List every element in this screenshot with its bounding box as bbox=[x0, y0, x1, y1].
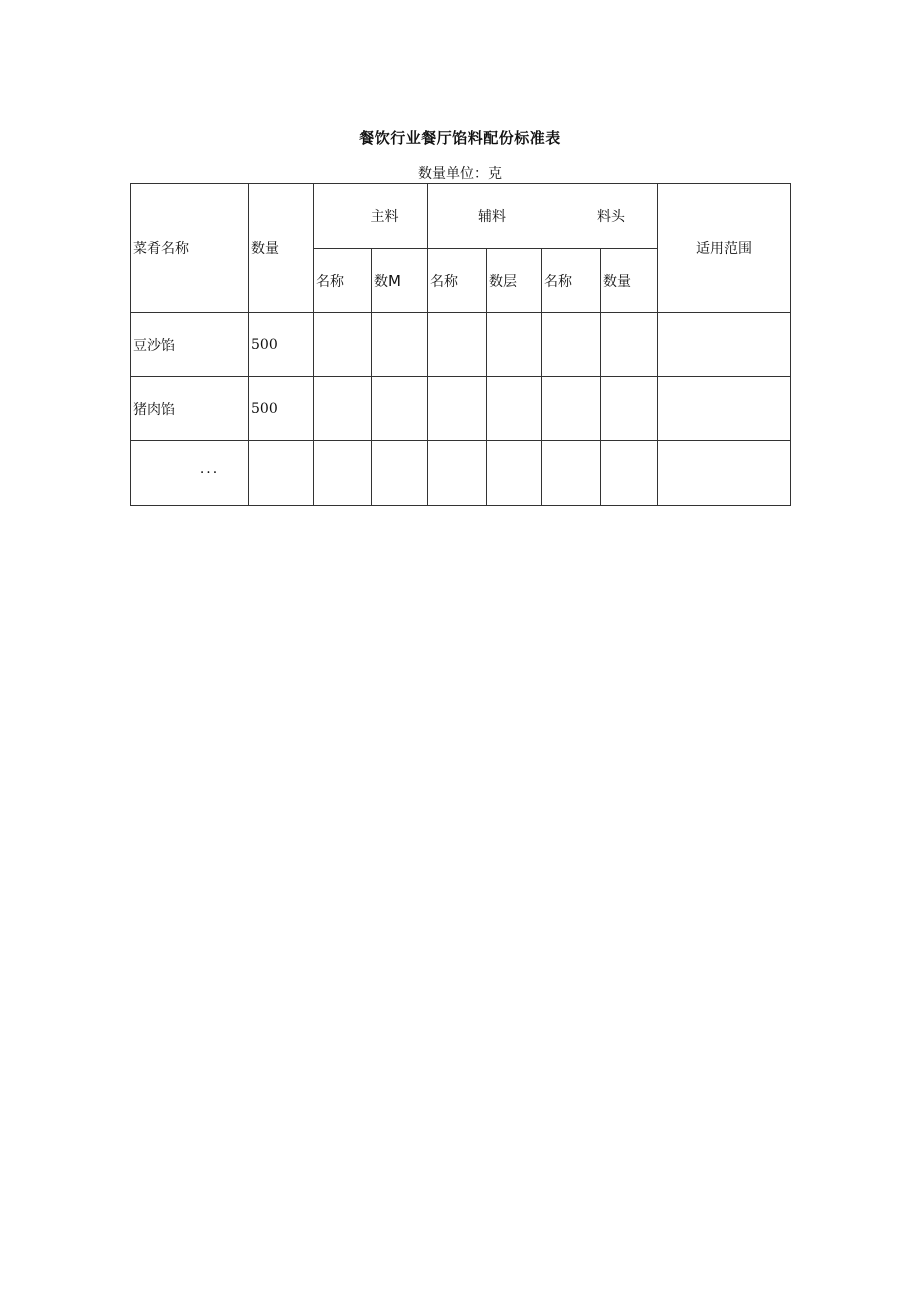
cell-empty bbox=[428, 313, 487, 377]
cell-empty bbox=[314, 441, 372, 506]
cell-empty bbox=[658, 313, 791, 377]
cell-empty bbox=[428, 377, 487, 441]
header-row-1 bbox=[131, 184, 791, 249]
cell-empty bbox=[372, 441, 428, 506]
cell-empty bbox=[487, 377, 542, 441]
subheader-main-quantity-prefix: 数 bbox=[374, 273, 388, 290]
cell-empty bbox=[542, 377, 601, 441]
cell-empty bbox=[428, 441, 487, 506]
header-trim: 料头 bbox=[597, 209, 625, 225]
subheader-trim-name: 名称 bbox=[542, 249, 601, 313]
header-quantity: 数量 bbox=[249, 184, 314, 313]
cell-empty bbox=[487, 441, 542, 506]
cell-empty bbox=[658, 441, 791, 506]
cell-empty bbox=[542, 313, 601, 377]
subheader-main-name: 名称 bbox=[314, 249, 372, 313]
unit-label: 数量单位：克 bbox=[418, 166, 502, 182]
cell-quantity bbox=[249, 441, 314, 506]
table-row bbox=[131, 441, 791, 506]
header-aux-and-trim bbox=[428, 184, 658, 249]
header-scope: 适用范围 bbox=[658, 184, 791, 313]
cell-empty bbox=[314, 377, 372, 441]
subheader-main-quantity bbox=[372, 249, 428, 313]
subheader-aux-name: 名称 bbox=[428, 249, 487, 313]
cell-ellipsis: ··· bbox=[131, 441, 249, 506]
cell-empty bbox=[314, 313, 372, 377]
cell-empty bbox=[487, 313, 542, 377]
header-dish-name: 菜肴名称 bbox=[131, 184, 249, 313]
cell-quantity: 500 bbox=[249, 313, 314, 377]
cell-empty bbox=[372, 377, 428, 441]
cell-empty bbox=[601, 313, 658, 377]
cell-dish: 豆沙馅 bbox=[131, 313, 249, 377]
cell-dish: 猪肉馅 bbox=[131, 377, 249, 441]
standard-table bbox=[130, 183, 791, 506]
subheader-trim-quantity: 数量 bbox=[601, 249, 658, 313]
header-main-ingredient-label: 主料 bbox=[370, 209, 399, 225]
cell-empty bbox=[601, 377, 658, 441]
cell-empty bbox=[658, 377, 791, 441]
header-main-ingredient bbox=[314, 184, 428, 249]
table-row bbox=[131, 313, 791, 377]
header-aux-ingredient: 辅料 bbox=[478, 209, 506, 225]
cell-empty bbox=[542, 441, 601, 506]
cell-quantity: 500 bbox=[249, 377, 314, 441]
cell-empty bbox=[601, 441, 658, 506]
document-title: 餐饮行业餐厅馅料配份标准表 bbox=[359, 129, 561, 147]
subheader-main-quantity-suffix: M bbox=[388, 271, 401, 290]
table-row bbox=[131, 377, 791, 441]
subheader-aux-quantity: 数层 bbox=[487, 249, 542, 313]
cell-empty bbox=[372, 313, 428, 377]
